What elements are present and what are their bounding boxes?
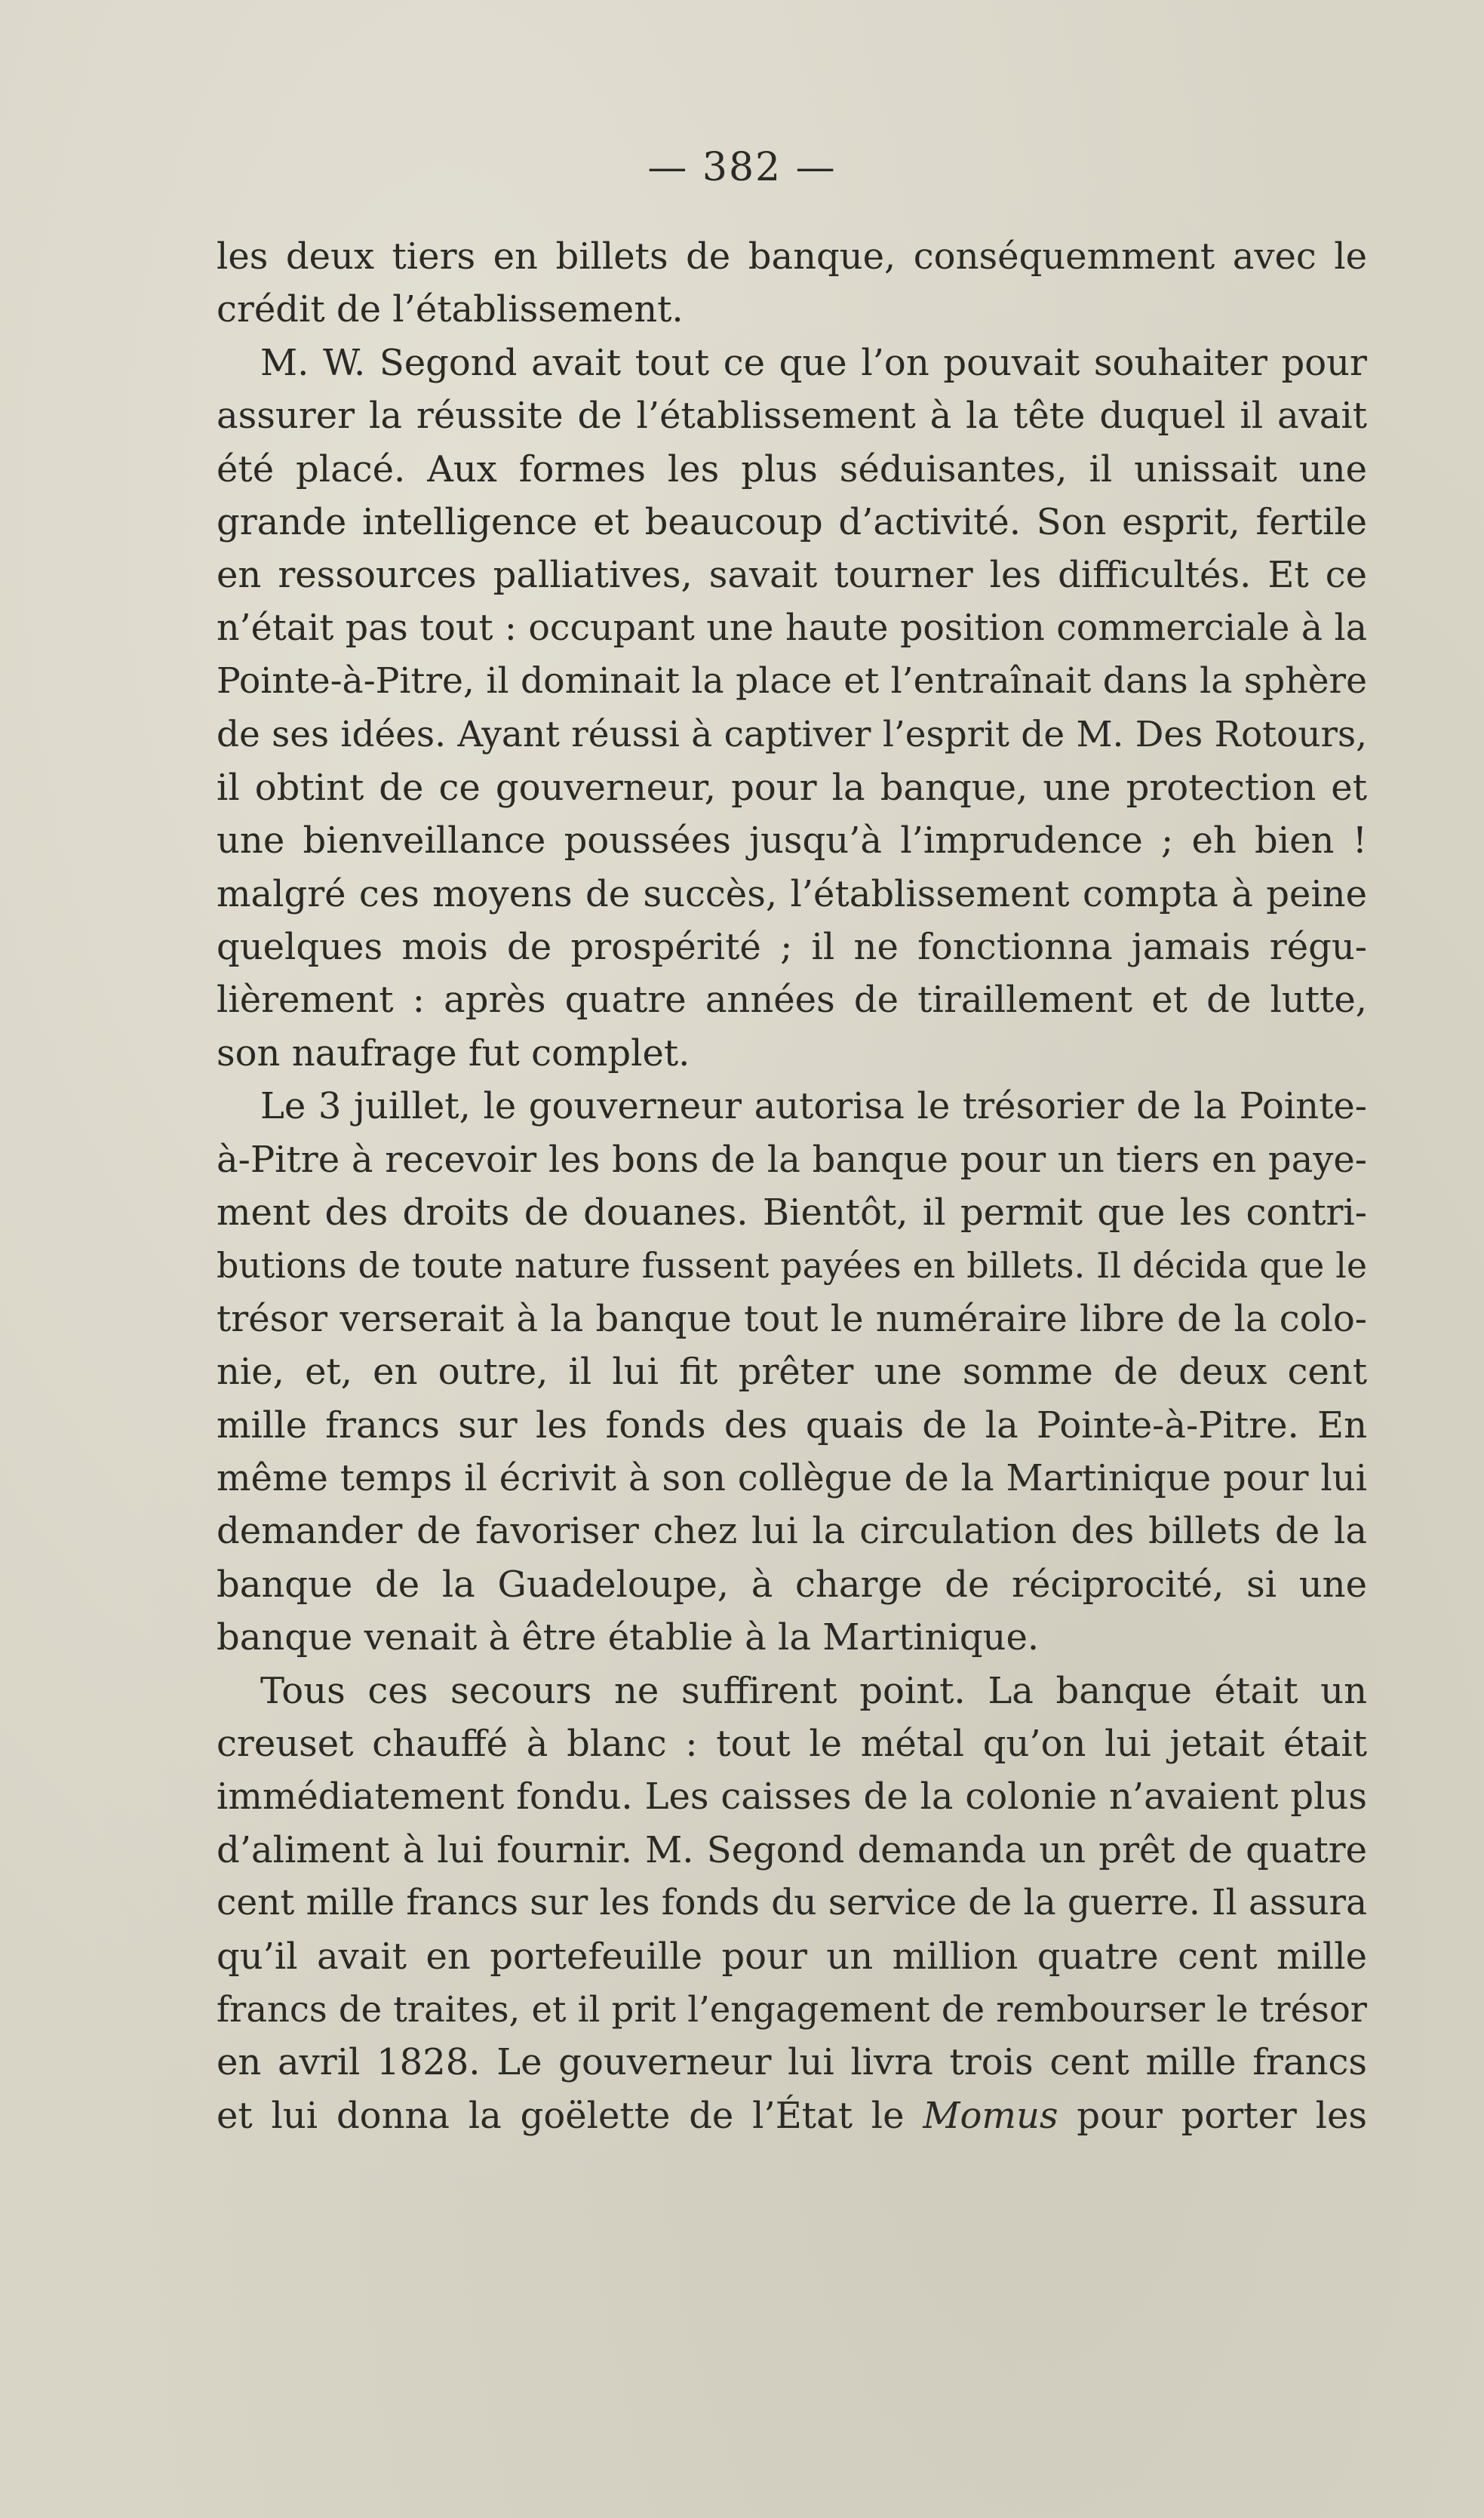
text-line: Tous ces secours ne suffirent point. La banque était un [260,1669,1367,1712]
text-line: mille francs sur les fonds des quais de la Pointe-à-Pitre. En [217,1404,1367,1447]
text-line: en avril 1828. Le gouverneur lui livra trois cent mille francs [217,2041,1367,2084]
text-line: ment des droits de douanes. Bientôt, il permit que les contri- [217,1191,1367,1234]
text-line: creuset chauffé à blanc : tout le métal qu’on lui jetait était [217,1722,1367,1765]
text-line: Pointe-à-Pitre, il dominait la place et l’entraînait dans la sphère [217,660,1367,703]
text-line: banque de la Guadeloupe, à charge de réciprocité, si une [217,1563,1367,1606]
text-line: butions de toute nature fussent payées en billets. Il décida que le [217,1245,1367,1287]
text-line: Le 3 juillet, le gouverneur autorisa le trésorier de la Pointe- [260,1085,1367,1128]
text-line: trésor verserait à la banque tout le numéraire libre de la colo- [217,1297,1367,1340]
page-number: — 382 — [647,145,837,190]
text-line: de ses idées. Ayant réussi à captiver l’esprit de M. Des Rotours, [217,713,1367,755]
text-line: nie, et, en outre, il lui fit prêter une somme de deux cent [217,1351,1367,1394]
text-line: francs de traites, et il prit l’engagement de rembourser le trésor [217,1988,1367,2030]
text-line: quelques mois de prospérité ; il ne fonctionna jamais régu- [217,926,1367,969]
ship-name: Momus [923,2094,1058,2137]
text-line: M. W. Segond avait tout ce que l’on pouvait souhaiter pour [260,341,1367,384]
text-line: lièrement : après quatre années de tiraillement et de lutte, [217,979,1367,1022]
text-line: les deux tiers en billets de banque, conséquemment avec le [217,235,1367,278]
text-line: une bienveillance poussées jusqu’à l’imprudence ; eh bien ! [217,819,1367,862]
text-line: cent mille francs sur les fonds du service de la guerre. Il assura [217,1882,1367,1924]
text-line: il obtint de ce gouverneur, pour la banque, une protection et [217,766,1367,809]
text-line: qu’il avait en portefeuille pour un million quatre cent mille [217,1935,1367,1978]
text-line: même temps il écrivit à son collègue de la Martinique pour lui [217,1456,1367,1499]
text-fragment: et lui donna la goëlette de l’État le [217,2094,923,2137]
text-line: banque venait à être établie à la Martinique. [217,1616,1040,1659]
text-line: à-Pitre à recevoir les bons de la banque pour un tiers en paye- [217,1138,1367,1181]
text-line: immédiatement fondu. Les caisses de la colonie n’avaient plus [217,1776,1367,1819]
text-line: grande intelligence et beaucoup d’activité. Son esprit, fertile [217,500,1367,543]
text-line: assurer la réussite de l’établissement à la tête duquel il avait [217,395,1367,438]
text-line: demander de favoriser chez lui la circulation des billets de la [217,1510,1367,1553]
text-line: en ressources palliatives, savait tourner les difficultés. Et ce [217,554,1367,597]
text-line: d’aliment à lui fournir. M. Segond demanda un prêt de quatre [217,1828,1367,1871]
text-line: crédit de l’établissement. [217,288,684,331]
text-fragment: pour porter les [1058,2094,1368,2137]
text-line: son naufrage fut complet. [217,1031,690,1075]
text-line: n’était pas tout : occupant une haute position commerciale à la [217,607,1367,649]
text-line: malgré ces moyens de succès, l’établissement compta à peine [217,872,1367,915]
text-line [217,2089,1367,2142]
text-line: été placé. Aux formes les plus séduisantes, il unissait une [217,447,1367,490]
body-text [217,230,1367,2142]
